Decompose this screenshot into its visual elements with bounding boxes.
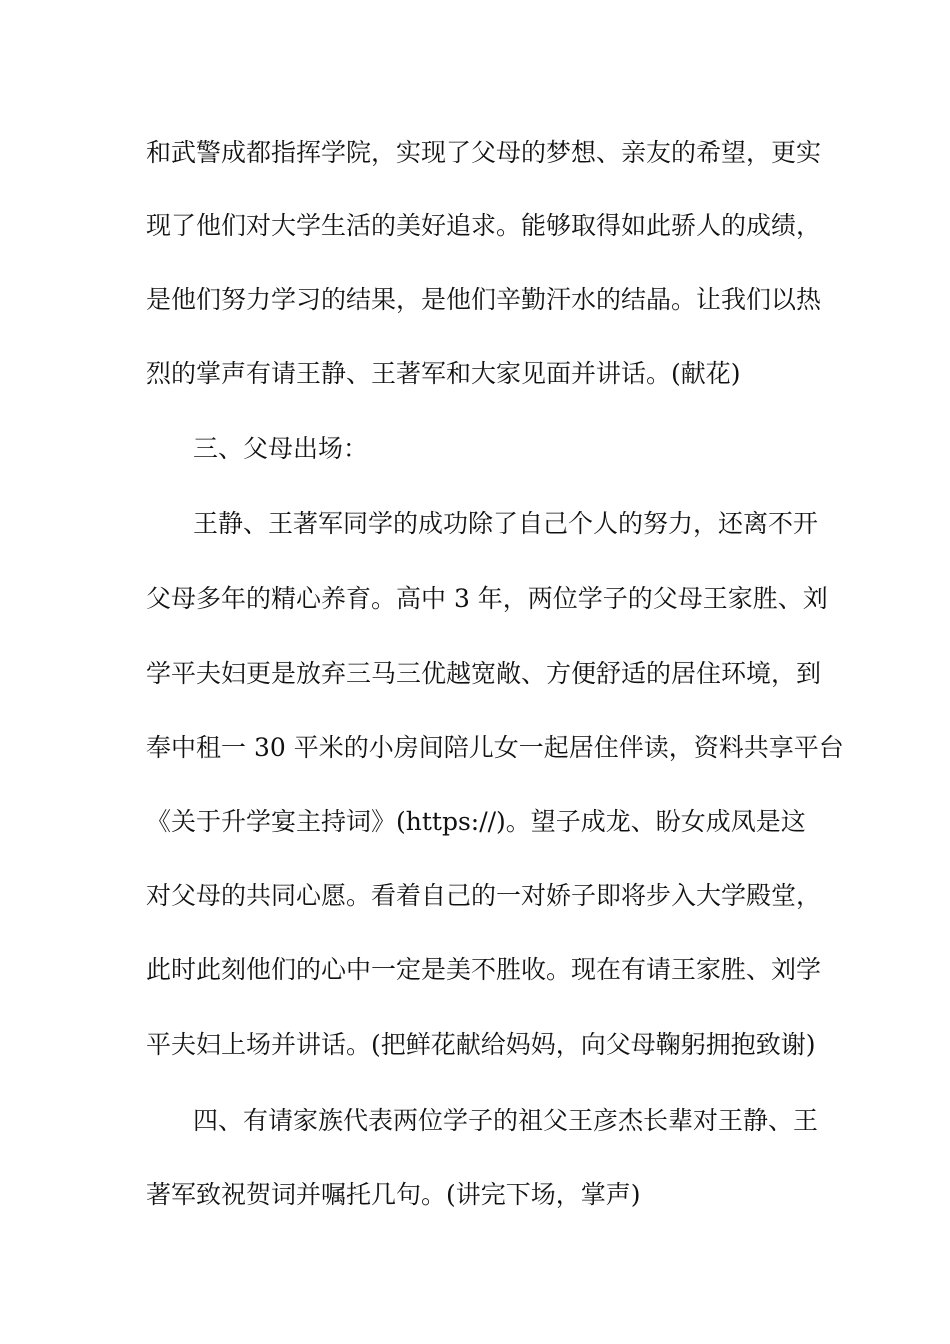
text-line: 现了他们对大学生活的美好追求。能够取得如此骄人的成绩， [146, 211, 822, 240]
text-line: 此时此刻他们的心中一定是美不胜收。现在有请王家胜、刘学 [146, 955, 822, 984]
text-line: 烈的掌声有请王静、王著军和大家见面并讲话。(献花) [146, 359, 741, 388]
section-heading: 三、父母出场： [193, 434, 369, 463]
text-line: 是他们努力学习的结果，是他们辛勤汗水的结晶。让我们以热 [146, 285, 822, 314]
text-line: 著军致祝贺词并嘱托几句。(讲完下场，掌声) [146, 1180, 641, 1209]
text-line: 学平夫妇更是放弃三马三优越宽敞、方便舒适的居住环境，到 [146, 659, 822, 688]
text-line: 平夫妇上场并讲话。(把鲜花献给妈妈，向父母鞠躬拥抱致谢) [146, 1030, 816, 1059]
text-line: 和武警成都指挥学院，实现了父母的梦想、亲友的希望，更实 [146, 138, 822, 167]
section-heading: 四、有请家族代表两位学子的祖父王彦杰长辈对王静、王 [193, 1106, 819, 1135]
text-line: 王静、王著军同学的成功除了自己个人的努力，还离不开 [193, 509, 819, 538]
text-line: 对父母的共同心愿。看着自己的一对娇子即将步入大学殿堂， [146, 881, 822, 910]
text-line: 父母多年的精心养育。高中 3 年，两位学子的父母王家胜、刘 [146, 584, 828, 613]
text-line: 《关于升学宴主持词》(https://)。望子成龙、盼女成凤是这 [146, 807, 806, 836]
text-line: 奉中租一 30 平米的小房间陪儿女一起居住伴读，资料共享平台 [146, 733, 844, 762]
